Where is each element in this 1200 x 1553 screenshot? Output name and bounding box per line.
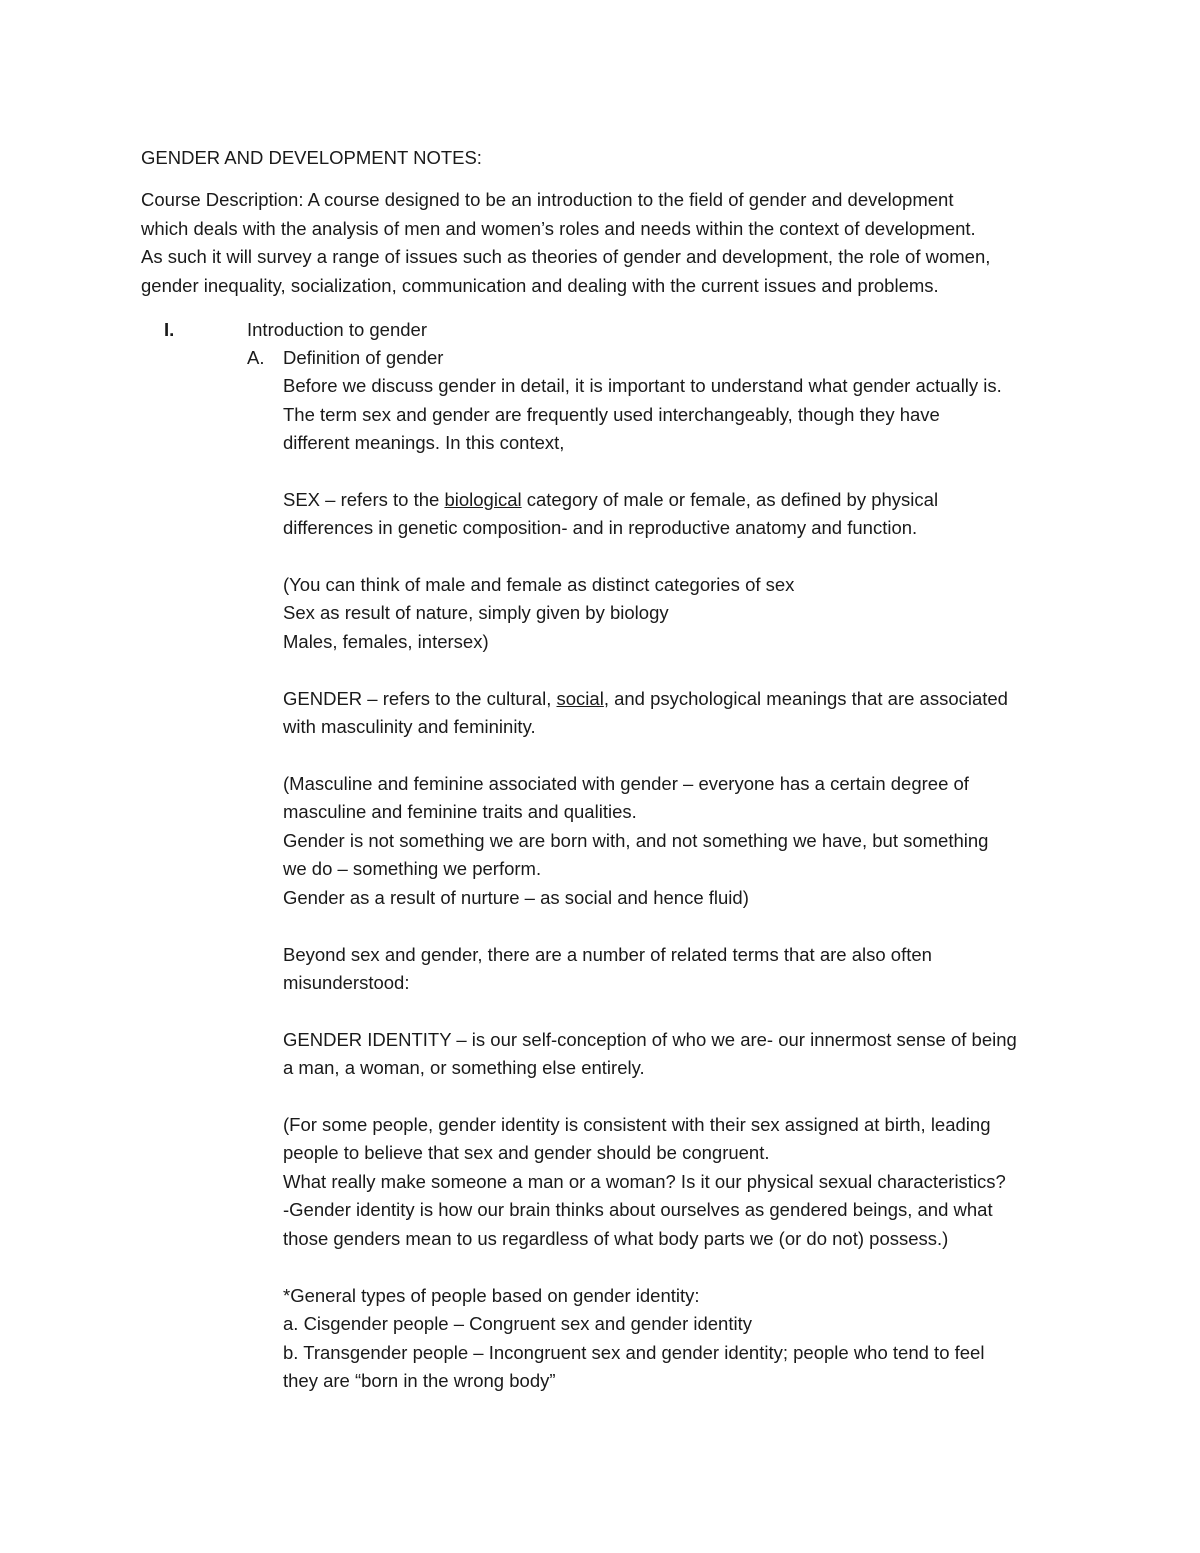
types-line: b. Transgender people – Incongruent sex and gender identity; people who tend to feel [283,1342,985,1363]
beyond-line: misunderstood: [283,972,410,993]
intro-line: Before we discuss gender in detail, it is important to understand what gender actually is. [283,375,1002,396]
gender-note-line: (Masculine and feminine associated with gender – everyone has a certain degree of [283,773,969,794]
identity-definition-line: GENDER IDENTITY – is our self-conception of who we are- our innermost sense of being [283,1029,1017,1050]
section-number: I. [164,319,175,340]
course-description-line: gender inequality, socialization, communication and dealing with the current issues and problems. [141,275,939,296]
sex-note-line: Males, females, intersex) [283,631,489,652]
gender-note-line: Gender is not something we are born with, and not something we have, but something [283,830,989,851]
gender-note-line: we do – something we perform. [283,858,542,879]
beyond-line: Beyond sex and gender, there are a number of related terms that are also often [283,944,932,965]
course-description-line: As such it will survey a range of issues such as theories of gender and development, the role of women, [141,246,991,267]
intro-line: The term sex and gender are frequently used interchangeably, though they have [283,404,940,425]
identity-note-line: (For some people, gender identity is consistent with their sex assigned at birth, leading [283,1114,991,1135]
course-description-line: Course Description: A course designed to be an introduction to the field of gender and development [141,189,954,210]
types-line: a. Cisgender people – Congruent sex and gender identity [283,1313,752,1334]
gender-definition-line [283,688,1008,710]
sex-note-line: (You can think of male and female as distinct categories of sex [283,574,795,595]
sex-definition-line: differences in genetic composition- and in reproductive anatomy and function. [283,517,918,538]
types-line: *General types of people based on gender identity: [283,1285,700,1306]
sex-note-line: Sex as result of nature, simply given by biology [283,602,669,623]
sex-definition-pre: SEX – refers to the [283,489,445,510]
intro-line: different meanings. In this context, [283,432,565,453]
gender-definition-pre: GENDER – refers to the cultural, [283,688,557,709]
sex-definition-line [283,489,938,511]
sex-definition-post: category of male or female, as defined by physical [521,489,939,510]
subsection-letter: A. [247,347,265,368]
gender-definition-underlined: social [556,688,604,709]
gender-note-line: masculine and feminine traits and qualities. [283,801,637,822]
document-title: GENDER AND DEVELOPMENT NOTES: [141,147,482,168]
gender-definition-post: , and psychological meanings that are associated [603,688,1008,709]
course-description-line: which deals with the analysis of men and women’s roles and needs within the context of development. [141,218,976,239]
identity-note-line: What really make someone a man or a woman? Is it our physical sexual characteristics? [283,1171,1006,1192]
identity-note-line: those genders mean to us regardless of what body parts we (or do not) possess.) [283,1228,949,1249]
subsection-title: Definition of gender [283,347,444,368]
section-title: Introduction to gender [247,319,427,340]
sex-definition-underlined: biological [444,489,522,510]
gender-definition-line: with masculinity and femininity. [283,716,536,737]
identity-note-line: -Gender identity is how our brain thinks about ourselves as gendered beings, and what [283,1199,993,1220]
identity-note-line: people to believe that sex and gender should be congruent. [283,1142,770,1163]
identity-definition-line: a man, a woman, or something else entirely. [283,1057,645,1078]
gender-note-line: Gender as a result of nurture – as social and hence fluid) [283,887,749,908]
types-line: they are “born in the wrong body” [283,1370,556,1391]
